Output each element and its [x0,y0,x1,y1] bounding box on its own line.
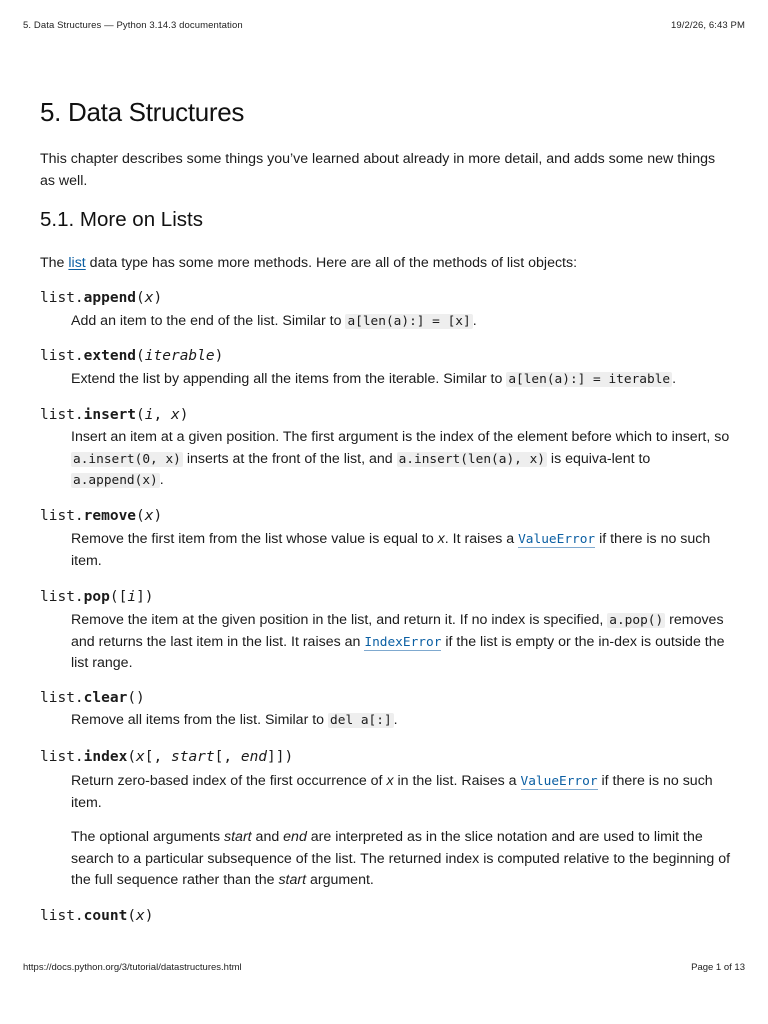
sig-prefix: list. [40,589,84,605]
method-description-extend [71,369,731,391]
desc-text: Insert an item at a given position. The first argument is the index of the element before which to insert, so [71,429,730,445]
desc-text: Add an item to the end of the list. Similar to [71,313,346,329]
sig-sep: [, [214,749,241,765]
sig-prefix: list. [40,348,84,364]
emphasis: start [224,829,252,845]
lead-text: The [40,255,69,271]
desc-text: . [393,712,398,728]
print-header-datetime: 19/2/26, 6:43 PM [671,20,745,31]
sig-arg: start [170,749,215,765]
sig-prefix: list. [40,508,84,524]
method-signature-count [40,906,730,926]
inline-code: a[len(a):] = [x] [347,314,471,329]
method-name: insert [83,407,137,423]
emphasis: x [386,773,394,789]
sig-arg: i [127,589,137,605]
inline-code: a.insert(0, x) [73,451,181,467]
inline-code: a.insert(len(a), x) [398,451,545,467]
method-description-insert [71,427,731,492]
method-description-index [71,771,731,814]
emphasis: end [283,829,307,845]
method-signature-clear [40,688,730,708]
sig-prefix: list. [40,690,84,706]
desc-text: The optional arguments [71,829,225,845]
method-description-append [71,311,731,333]
sig-paren: ) [153,508,163,524]
print-header-title: 5. Data Structures — Python 3.14.3 documentation [23,20,243,31]
method-name: pop [83,589,110,605]
indexerror-link[interactable] [364,634,441,651]
sig-prefix: list. [40,407,84,423]
method-signature-append [40,288,730,308]
sig-arg: i [144,407,154,423]
desc-text: is equiva-lent to [546,450,651,467]
desc-text: if there is no such item. [71,773,713,811]
method-description-index-optional-args [71,827,731,892]
sig-paren: ) [214,348,224,364]
sig-arg: end [240,749,268,765]
sig-paren: ]]) [267,749,294,765]
method-signature-insert [40,405,730,425]
lead-paragraph [40,253,730,275]
method-description-pop [71,610,731,675]
method-description-clear [71,710,731,732]
sig-arg: x [144,508,154,524]
inline-code: a.pop() [609,613,664,628]
valueerror-link[interactable] [518,531,595,548]
sig-prefix: list. [40,749,84,765]
sig-paren: ]) [136,589,154,605]
sig-arg: x [136,749,145,765]
section-heading: 5.1. More on Lists [40,208,203,231]
method-name: index [83,749,128,765]
desc-text: . [159,472,164,488]
method-description-remove [71,529,731,572]
emphasis: x [437,531,445,547]
desc-text: removes and returns the last item in the list. It raises an [71,612,724,650]
link-code: ValueError [520,774,598,789]
method-name: count [83,908,128,924]
desc-text: Remove the item at the given position in the list, and return it. If no index is specified, [71,612,608,628]
sig-paren: ( [136,407,145,423]
sig-paren: ( [127,749,137,765]
sig-sep: , [153,407,171,423]
print-footer-page-number: Page 1 of 13 [691,962,745,973]
sig-arg: x [170,407,180,423]
print-footer-url: https://docs.python.org/3/tutorial/datastructures.html [23,962,242,973]
method-signature-pop [40,587,730,607]
sig-paren: ) [179,407,189,423]
desc-text: Remove the first item from the list whose value is equal to [71,531,438,547]
desc-text: Return zero-based index of the first occurrence of [71,773,387,789]
desc-text: . It raises a [444,531,519,547]
desc-text: Remove all items from the list. Similar to [71,712,329,728]
link-code: ValueError [518,532,596,547]
method-name: extend [83,348,137,364]
sig-arg: x [136,908,145,924]
method-signature-extend [40,346,730,366]
sig-paren: ( [127,690,137,706]
desc-text: inserts at the front of the list, and [182,450,397,467]
desc-text: argument. [306,872,374,888]
sig-prefix: list. [40,908,84,924]
inline-code: del a[:] [330,713,392,728]
emphasis: start [278,872,307,888]
method-name: clear [83,690,128,706]
desc-text: and [251,829,284,845]
intro-paragraph: This chapter describes some things you’ve learned about already in more detail, and adds some new things as well. [40,151,716,189]
sig-sep: [, [144,749,171,765]
method-signature-index [40,747,730,767]
method-name: remove [83,508,137,524]
valueerror-link[interactable] [521,773,598,790]
sig-prefix: list. [40,290,84,306]
desc-text: are interpreted as in the slice notation and are used to limit the search to a particular subsequence of the list. The returned index is computed relative to the beginning of the full sequence rather than the [71,829,731,888]
sig-paren: ) [153,290,163,306]
sig-paren: ( [136,508,145,524]
sig-arg: iterable [144,348,215,364]
method-signature-remove [40,506,730,526]
list-type-link[interactable]: list [68,255,86,271]
desc-text: if there is no such item. [71,531,711,569]
desc-text: if the list is empty or the in-dex is outside the list range. [71,633,725,671]
sig-arg: x [144,290,154,306]
sig-paren: ) [144,908,154,924]
sig-paren: ( [127,908,137,924]
method-name: append [83,290,137,306]
desc-text: . [672,371,677,387]
sig-paren: ( [136,290,145,306]
desc-text: Extend the list by appending all the items from the iterable. Similar to [71,371,507,387]
inline-code: a.append(x) [73,473,158,488]
desc-text: . [472,313,477,329]
link-code: IndexError [364,634,442,650]
sig-paren: ( [136,348,145,364]
lead-text-rest: data type has some more methods. Here are all of the methods of list objects: [85,255,578,271]
sig-paren: ([ [109,589,128,605]
page-title: 5. Data Structures [40,97,245,127]
desc-text: in the list. Raises a [393,773,521,789]
sig-paren: ) [136,690,145,706]
inline-code: a[len(a):] = iterable [508,372,671,387]
